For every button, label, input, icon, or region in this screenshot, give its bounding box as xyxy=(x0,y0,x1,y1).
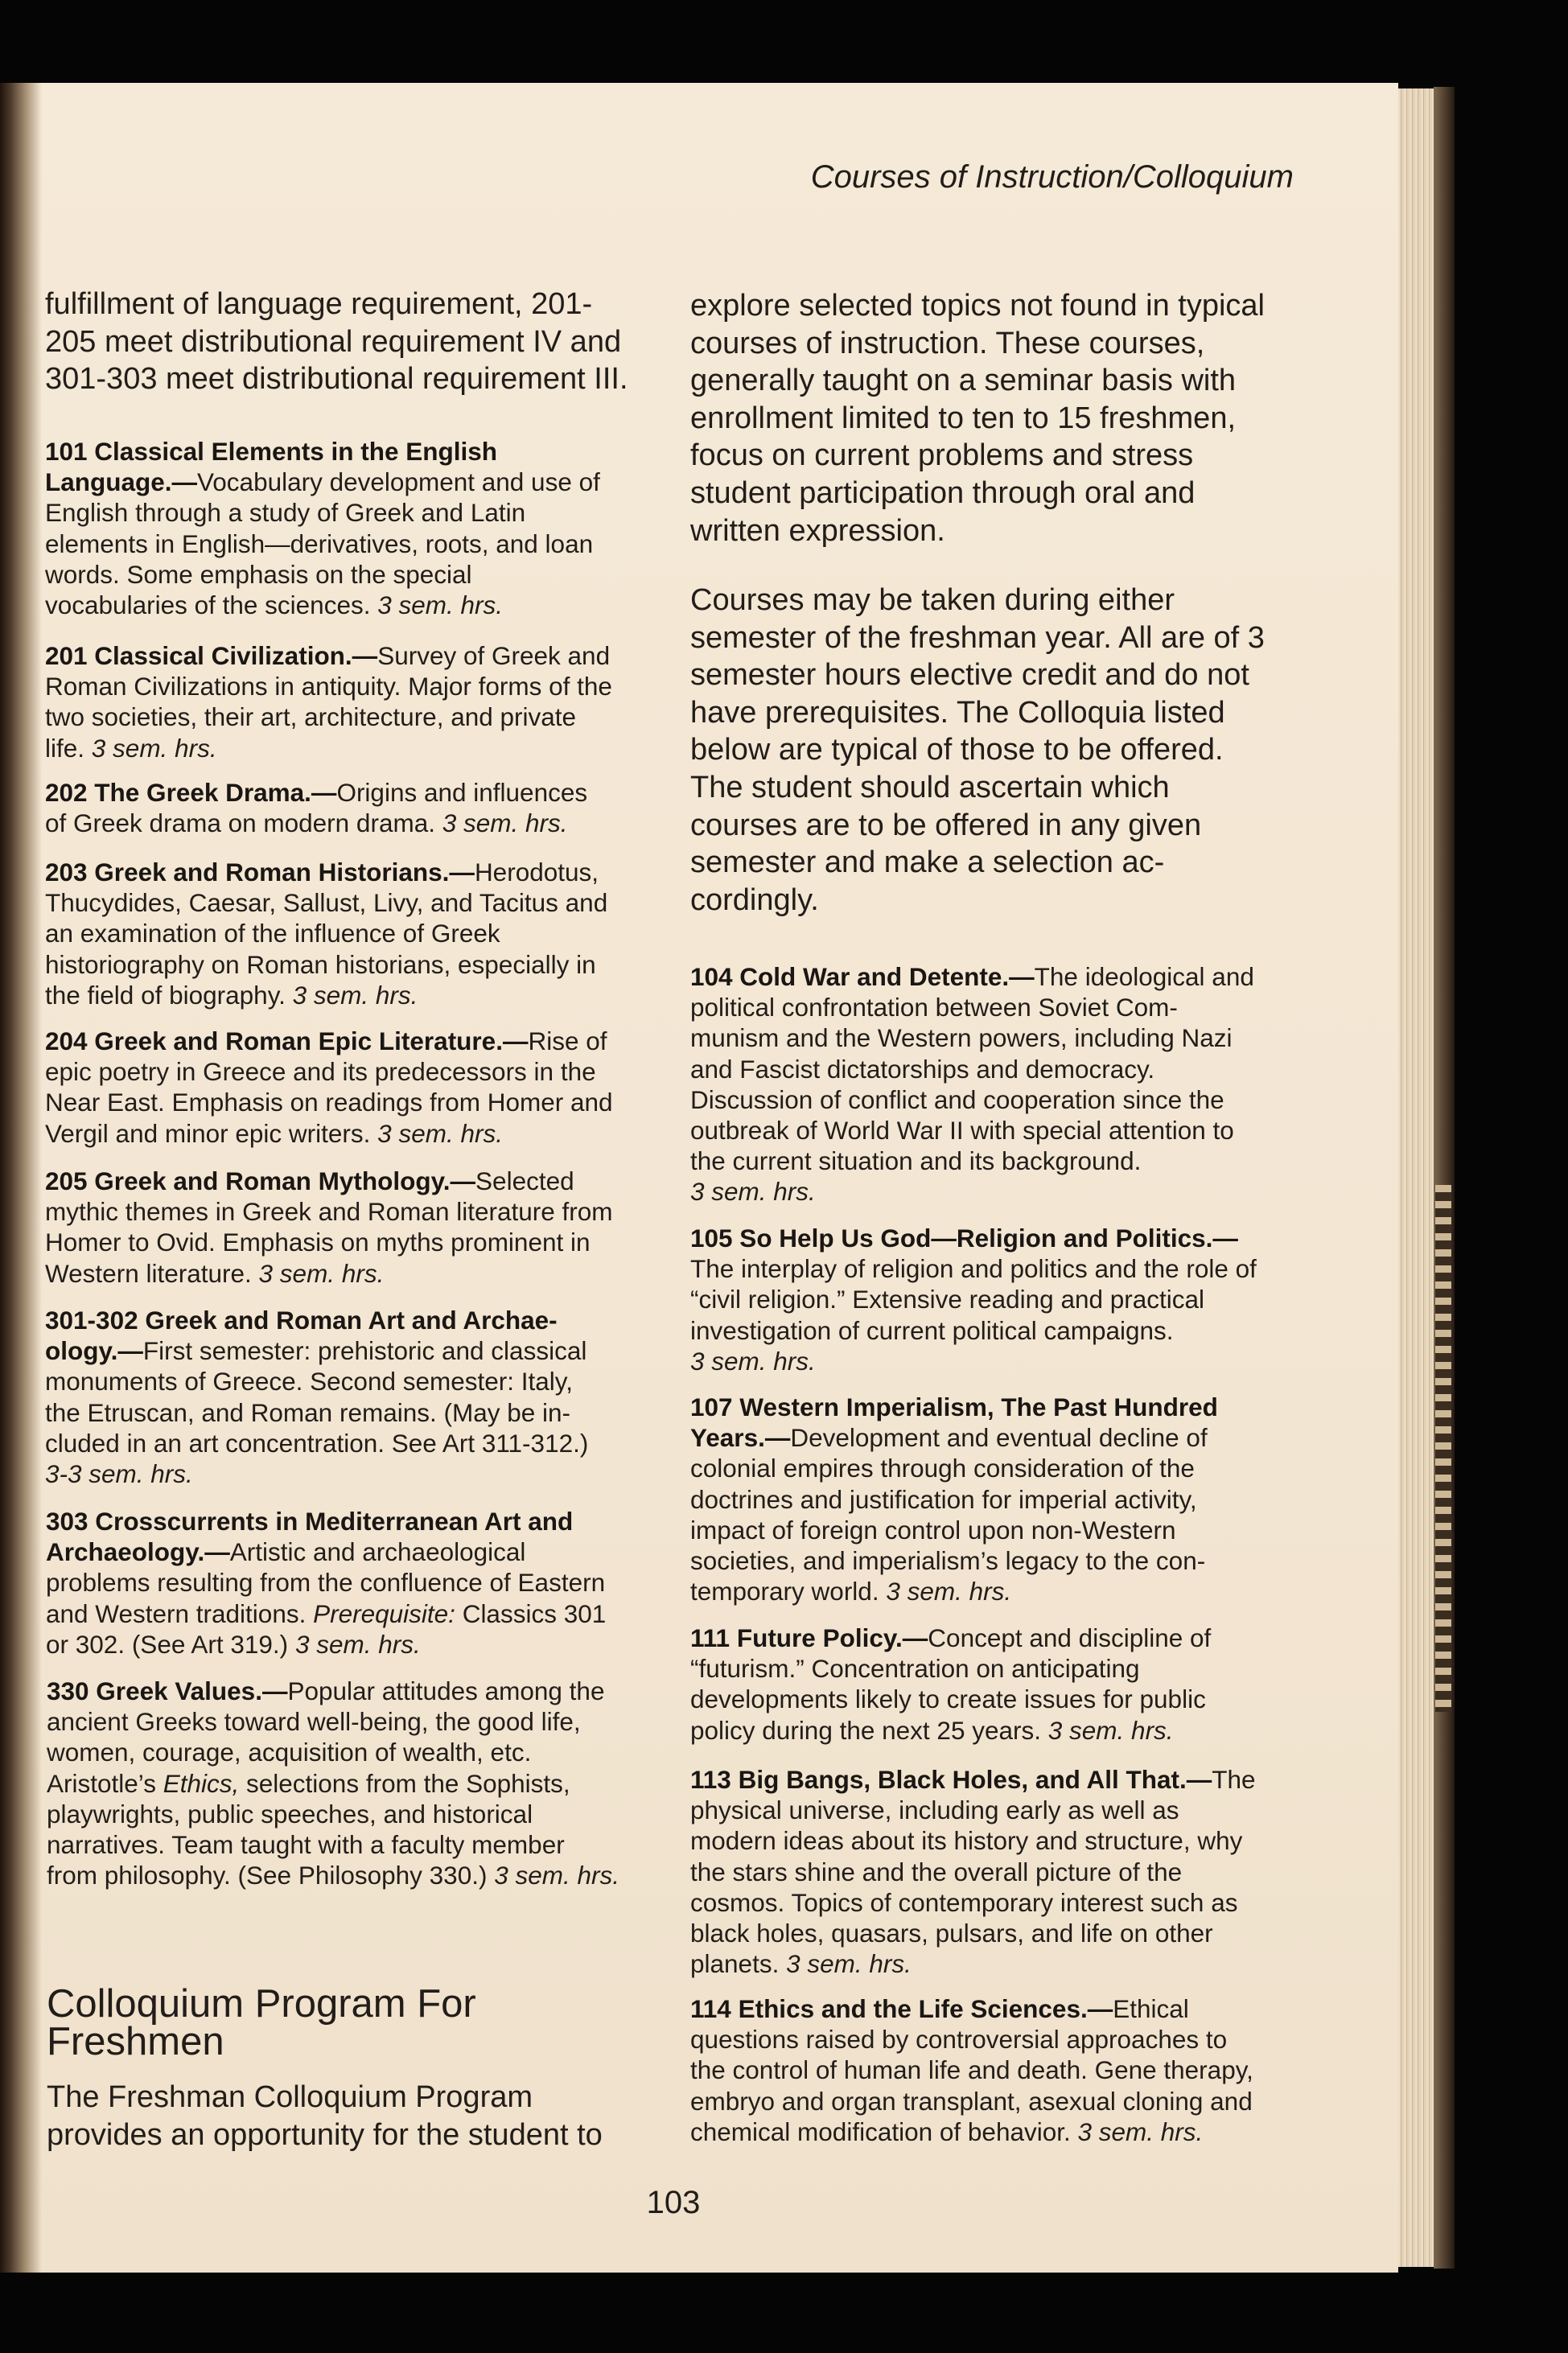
intro-paragraph xyxy=(45,286,628,398)
bold-run: 204 Greek and Roman Epic Literature.— xyxy=(45,1026,529,1055)
text-line: generally taught on a seminar basis with xyxy=(690,364,1237,398)
text-line xyxy=(45,590,600,620)
text-line xyxy=(46,1506,606,1536)
text-run: and Western traditions. xyxy=(46,1598,314,1628)
bold-run: ology.— xyxy=(45,1336,143,1366)
text-line: courses of instruction. These courses, xyxy=(690,326,1205,360)
text-run: Classics 301 xyxy=(455,1598,607,1628)
text-line: 301-303 meet distributional requirement III. xyxy=(45,362,628,397)
text-line xyxy=(45,467,600,497)
bold-run: 330 Greek Values.— xyxy=(47,1676,288,1705)
text-line: Homer to Ovid. Emphasis on myths prominent in xyxy=(45,1228,591,1257)
course-entry xyxy=(690,1764,1256,1979)
text-run: of Greek drama on modern drama. xyxy=(45,808,442,838)
text-line: cordingly. xyxy=(690,882,819,917)
text-line xyxy=(46,1536,606,1567)
text-run: The ideological and xyxy=(1034,962,1254,991)
course-entry xyxy=(45,436,600,620)
course-entry xyxy=(47,1676,619,1890)
italic-run: 3 sem. hrs. xyxy=(294,1629,421,1659)
text-line xyxy=(45,980,607,1010)
text-run: vocabularies of the sciences. xyxy=(45,590,378,620)
bold-run: 113 Big Bangs, Black Holes, and All That.— xyxy=(690,1765,1212,1794)
text-run: Popular attitudes among the xyxy=(287,1676,605,1705)
text-line: “civil religion.” Extensive reading and practical xyxy=(690,1285,1205,1314)
italic-run: 3-3 sem. hrs. xyxy=(45,1459,193,1489)
text-line xyxy=(45,1166,613,1196)
text-line xyxy=(45,1258,613,1289)
text-run: Herodotus, xyxy=(474,858,599,886)
text-line: 205 meet distributional requirement IV and xyxy=(45,324,622,359)
text-line xyxy=(690,1948,1256,1979)
text-line: the current situation and its background. xyxy=(690,1146,1142,1176)
text-run: Ethical xyxy=(1113,1994,1189,2023)
text-run: selections from the Sophists, xyxy=(239,1768,570,1798)
text-line: developments likely to create issues for public xyxy=(690,1685,1206,1714)
text-line: semester of the freshman year. All are of 3 xyxy=(690,620,1265,655)
text-line xyxy=(47,1860,619,1890)
text-line: political confrontation between Soviet Com- xyxy=(690,993,1178,1022)
bold-run: Years.— xyxy=(690,1423,791,1453)
text-run: Vocabulary development and use of xyxy=(197,467,600,497)
text-run: Survey of Greek and xyxy=(377,641,611,670)
text-line: The student should ascertain which xyxy=(690,770,1170,804)
text-run: Origins and influences xyxy=(336,778,588,807)
text-line xyxy=(690,1623,1211,1653)
text-line: Roman Civilizations in antiquity. Major forms of the xyxy=(45,672,612,701)
thumb-index-marks xyxy=(1435,1185,1451,1712)
text-line: Colloquium Program For xyxy=(47,1982,476,2026)
italic-run: Ethics, xyxy=(163,1768,240,1798)
text-line: enrollment limited to ten to 15 freshmen, xyxy=(690,401,1237,435)
italic-run: 3 sem. hrs. xyxy=(690,1177,816,1207)
text-line xyxy=(690,1176,1254,1207)
text-line xyxy=(690,1764,1256,1795)
page-edge-stack xyxy=(1398,88,1434,2267)
text-line xyxy=(690,1422,1218,1453)
text-line: modern ideas about its history and structure, why xyxy=(690,1826,1243,1856)
text-line xyxy=(690,1576,1218,1606)
text-line: munism and the Western powers, including Nazi xyxy=(690,1023,1233,1053)
text-line: provides an opportunity for the student to xyxy=(47,2117,603,2152)
text-line xyxy=(45,1118,613,1149)
text-line xyxy=(45,1026,613,1056)
bold-run: 101 Classical Elements in the English xyxy=(45,437,497,466)
text-run: life. xyxy=(45,733,92,763)
text-run: Rise of xyxy=(528,1026,607,1055)
text-run: Western literature. xyxy=(45,1258,259,1288)
course-entry xyxy=(690,1623,1211,1746)
italic-run: 3 sem. hrs. xyxy=(1047,1715,1174,1745)
text-line: playwrights, public speeches, and historical xyxy=(47,1799,533,1829)
text-line: black holes, quasars, pulsars, and life on other xyxy=(690,1919,1213,1948)
text-line xyxy=(45,777,587,808)
course-entry xyxy=(46,1506,606,1660)
text-line: Near East. Emphasis on readings from Homer and xyxy=(45,1088,613,1117)
text-line: problems resulting from the confluence of Eastern xyxy=(46,1568,606,1598)
course-entry xyxy=(45,640,612,763)
text-run: or 302. (See Art 319.) xyxy=(46,1629,295,1659)
course-entry xyxy=(45,1305,588,1489)
bold-run: Language.— xyxy=(45,467,198,497)
text-line: the Etruscan, and Roman remains. (May be in- xyxy=(45,1397,571,1427)
text-line: Courses may be taken during either xyxy=(690,583,1175,617)
text-line: Freshmen xyxy=(47,2020,224,2063)
italic-run: 3 sem. hrs. xyxy=(786,1949,912,1979)
text-line xyxy=(45,808,587,838)
text-line: The interplay of religion and politics and the role of xyxy=(690,1254,1257,1284)
text-line xyxy=(690,961,1254,992)
text-run: chemical modification of behavior. xyxy=(690,2116,1078,2146)
text-line xyxy=(45,1335,588,1366)
course-entry xyxy=(690,961,1254,1207)
text-line: below are typical of those to be offered. xyxy=(690,733,1224,767)
text-line xyxy=(47,1768,619,1799)
text-line: questions raised by controversial approaches to xyxy=(690,2025,1228,2055)
text-line: doctrines and justification for imperial activity, xyxy=(690,1484,1197,1514)
text-line: colonial empires through consideration of the xyxy=(690,1454,1195,1483)
text-line: outbreak of World War II with special attention to xyxy=(690,1116,1234,1146)
text-line xyxy=(46,1598,606,1629)
italic-run: 3 sem. hrs. xyxy=(292,980,418,1010)
text-line: an examination of the influence of Greek xyxy=(45,919,500,948)
text-line: the stars shine and the overall picture of the xyxy=(690,1857,1183,1886)
text-line xyxy=(45,1458,588,1489)
italic-run: 3 sem. hrs. xyxy=(886,1577,1012,1606)
text-line: impact of foreign control upon non-Western xyxy=(690,1515,1176,1545)
text-line: and Fascist dictatorships and democracy. xyxy=(690,1054,1155,1084)
text-line xyxy=(690,2116,1253,2147)
text-line: investigation of current political campaigns. xyxy=(690,1315,1174,1345)
text-run: policy during the next 25 years. xyxy=(690,1715,1048,1745)
text-line: epic poetry in Greece and its predecessors in the xyxy=(45,1057,596,1087)
text-line: monuments of Greece. Second semester: Italy, xyxy=(45,1367,573,1397)
page-number: 103 xyxy=(646,2185,701,2220)
running-header: Courses of Instruction/Colloquium xyxy=(810,159,1294,195)
text-line: explore selected topics not found in typical xyxy=(690,289,1265,323)
course-entry xyxy=(690,1223,1257,1376)
course-entry xyxy=(690,1993,1253,2147)
binding-shadow xyxy=(0,83,42,2273)
text-line xyxy=(690,1993,1253,2024)
text-line xyxy=(46,1629,606,1660)
course-entry xyxy=(45,857,607,1010)
text-line xyxy=(690,1715,1211,1746)
italic-run: 3 sem. hrs. xyxy=(91,733,217,763)
text-line: narratives. Team taught with a faculty member xyxy=(47,1830,565,1860)
text-line: focus on current problems and stress xyxy=(690,438,1194,473)
text-run: planets. xyxy=(690,1949,787,1979)
text-line: elements in English—derivatives, roots, and loan xyxy=(45,529,594,558)
course-entry xyxy=(45,1166,613,1289)
italic-run: 3 sem. hrs. xyxy=(494,1861,620,1890)
text-run: the field of biography. xyxy=(45,980,293,1010)
text-run: Artistic and archaeological xyxy=(229,1537,526,1567)
italic-run: 3 sem. hrs. xyxy=(1077,2116,1204,2146)
text-line xyxy=(690,1223,1257,1253)
text-run: Aristotle’s xyxy=(47,1768,163,1798)
text-line: embryo and organ transplant, asexual cloning and xyxy=(690,2086,1253,2116)
text-line: The Freshman Colloquium Program xyxy=(47,2080,533,2114)
bold-run: Archaeology.— xyxy=(46,1537,230,1567)
colloquium-description-paragraph xyxy=(690,582,1265,919)
text-line xyxy=(45,640,612,671)
text-line: semester hours elective credit and do not xyxy=(690,658,1249,693)
italic-run: 3 sem. hrs. xyxy=(442,808,568,838)
text-line: “futurism.” Concentration on anticipating xyxy=(690,1654,1140,1684)
text-run: Vergil and minor epic writers. xyxy=(45,1118,378,1148)
course-entry xyxy=(690,1392,1218,1606)
text-line: words. Some emphasis on the special xyxy=(45,559,472,589)
text-line xyxy=(690,1346,1257,1376)
course-entry xyxy=(45,777,587,838)
bold-run: 105 So Help Us God—Religion and Politics.— xyxy=(690,1224,1238,1253)
text-line: Discussion of conflict and cooperation since the xyxy=(690,1084,1224,1114)
text-line: have prerequisites. The Colloquia listed xyxy=(690,695,1225,730)
italic-run: Prerequisite: xyxy=(313,1598,455,1628)
italic-run: 3 sem. hrs. xyxy=(690,1346,816,1376)
italic-run: 3 sem. hrs. xyxy=(258,1258,385,1288)
text-run: Development and eventual decline of xyxy=(790,1423,1208,1453)
italic-run: 3 sem. hrs. xyxy=(377,1118,503,1148)
text-line: mythic themes in Greek and Roman literature from xyxy=(45,1197,613,1227)
italic-run: 3 sem. hrs. xyxy=(377,590,504,620)
colloquium-description-paragraph xyxy=(690,287,1265,549)
text-line: cluded in an art concentration. See Art 311-312.) xyxy=(45,1428,589,1458)
text-line: cosmos. Topics of contemporary interest such as xyxy=(690,1887,1238,1917)
bold-run: 301-302 Greek and Roman Art and Archae- xyxy=(45,1306,558,1335)
text-run: temporary world. xyxy=(690,1577,887,1606)
text-line xyxy=(45,436,600,467)
text-line: written expression. xyxy=(690,513,945,548)
bold-run: 104 Cold War and Detente.— xyxy=(690,962,1035,991)
text-run: from philosophy. (See Philosophy 330.) xyxy=(47,1861,495,1890)
text-line: ancient Greeks toward well-being, the good life, xyxy=(47,1707,581,1737)
text-line: semester and make a selection ac- xyxy=(690,845,1165,880)
text-line xyxy=(45,1305,588,1335)
text-line: the control of human life and death. Gene therapy, xyxy=(690,2055,1253,2085)
section-intro-paragraph xyxy=(47,2079,603,2153)
text-line: courses are to be offered in any given xyxy=(690,808,1202,842)
bold-run: 203 Greek and Roman Historians.— xyxy=(45,858,475,886)
text-line: two societies, their art, architecture, and private xyxy=(45,702,577,732)
text-line xyxy=(690,1392,1218,1422)
text-run: The xyxy=(1212,1765,1256,1794)
bold-run: 201 Classical Civilization.— xyxy=(45,641,378,670)
text-line xyxy=(45,733,612,763)
bold-run: 202 The Greek Drama.— xyxy=(45,778,337,807)
bold-run: 205 Greek and Roman Mythology.— xyxy=(45,1166,476,1195)
bold-run: 111 Future Policy.— xyxy=(690,1623,928,1652)
text-run: Selected xyxy=(475,1166,574,1195)
text-line: student participation through oral and xyxy=(690,475,1196,510)
text-run: Concept and discipline of xyxy=(928,1623,1212,1652)
book-fore-edge xyxy=(1434,87,1455,2269)
text-run: First semester: prehistoric and classical xyxy=(142,1336,587,1366)
course-entry xyxy=(45,1026,613,1149)
text-line: societies, and imperialism’s legacy to the con- xyxy=(690,1546,1206,1576)
text-line: women, courage, acquisition of wealth, etc. xyxy=(47,1738,532,1767)
text-line xyxy=(45,857,607,887)
bold-run: 303 Crosscurrents in Mediterranean Art and xyxy=(46,1507,574,1536)
text-line: historiography on Roman historians, especially in xyxy=(45,949,596,979)
text-line: Thucydides, Caesar, Sallust, Livy, and Tacitus and xyxy=(45,888,608,918)
text-line: English through a study of Greek and Latin xyxy=(45,498,526,528)
text-line xyxy=(47,1676,619,1706)
section-heading xyxy=(47,1982,476,2063)
text-line: physical universe, including early as well as xyxy=(690,1796,1179,1825)
bold-run: 114 Ethics and the Life Sciences.— xyxy=(690,1994,1113,2023)
bold-run: 107 Western Imperialism, The Past Hundred xyxy=(690,1392,1218,1421)
text-line: fulfillment of language requirement, 201- xyxy=(45,287,593,321)
